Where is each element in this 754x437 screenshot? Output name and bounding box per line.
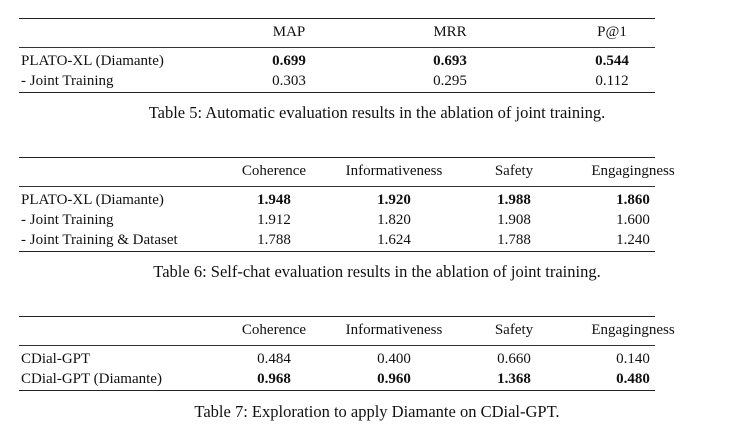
row-label: PLATO-XL (Diamante) [21,53,164,69]
cell-value: 1.624 [377,232,411,248]
cell-value: 0.544 [595,53,629,69]
table-row [19,231,655,251]
table-row [19,211,655,231]
cell-value: 0.484 [257,351,291,367]
column-header-safety: Safety [494,163,534,179]
column-header-safety: Safety [494,322,534,338]
column-header-map: MAP [272,24,306,40]
cell-value: 1.240 [616,232,650,248]
cell-value: 1.820 [377,212,411,228]
table-6-caption: Table 6: Self-chat evaluation results in the ablation of joint training. [153,262,601,281]
cell-value: 1.908 [497,212,531,228]
cell-value: 0.693 [433,53,467,69]
cell-value: 1.368 [497,371,531,387]
row-label: CDial-GPT [21,351,91,367]
column-header-informativeness: Informativeness [345,163,443,179]
table-header [19,317,675,346]
cell-value: 1.860 [616,192,650,208]
cell-value: 1.600 [616,212,650,228]
row-label: - Joint Training [21,212,114,228]
row-label: - Joint Training [21,73,114,89]
cell-value: 0.112 [595,73,629,89]
row-label: - Joint Training & Dataset [21,232,178,248]
cell-value: 0.140 [616,351,650,367]
column-header-engagingness: Engagingness [591,163,675,179]
table-row [19,52,655,72]
cell-value: 0.303 [272,73,306,89]
column-header-informativeness: Informativeness [345,322,443,338]
column-header-engagingness: Engagingness [591,322,675,338]
cell-value: 1.920 [377,192,411,208]
column-header-mrr: MRR [433,24,467,40]
table-5-caption: Table 5: Automatic evaluation results in the ablation of joint training. [148,103,606,122]
cell-value: 1.948 [257,192,291,208]
cell-value: 0.968 [257,371,291,387]
cell-value: 1.788 [257,232,291,248]
table-6 [19,157,675,252]
table-header [19,19,655,48]
table-row [19,191,655,211]
table-5 [19,18,655,93]
cell-value: 0.699 [272,53,306,69]
table-header [19,158,675,187]
cell-value: 1.988 [497,192,531,208]
cell-value: 0.660 [497,351,531,367]
column-header-coherence: Coherence [241,163,307,179]
cell-value: 1.912 [257,212,291,228]
table-row [19,72,655,92]
column-header-p-at-1: P@1 [597,24,627,40]
table-row [19,350,655,370]
table-row [19,370,655,390]
table-7-caption: Table 7: Exploration to apply Diamante on CDial-GPT. [194,402,560,421]
cell-value: 0.480 [616,371,650,387]
cell-value: 1.788 [497,232,531,248]
row-label: CDial-GPT (Diamante) [21,371,162,387]
cell-value: 0.400 [377,351,411,367]
table-7 [19,316,675,391]
cell-value: 0.295 [433,73,467,89]
cell-value: 0.960 [377,371,411,387]
column-header-coherence: Coherence [241,322,307,338]
row-label: PLATO-XL (Diamante) [21,192,164,208]
